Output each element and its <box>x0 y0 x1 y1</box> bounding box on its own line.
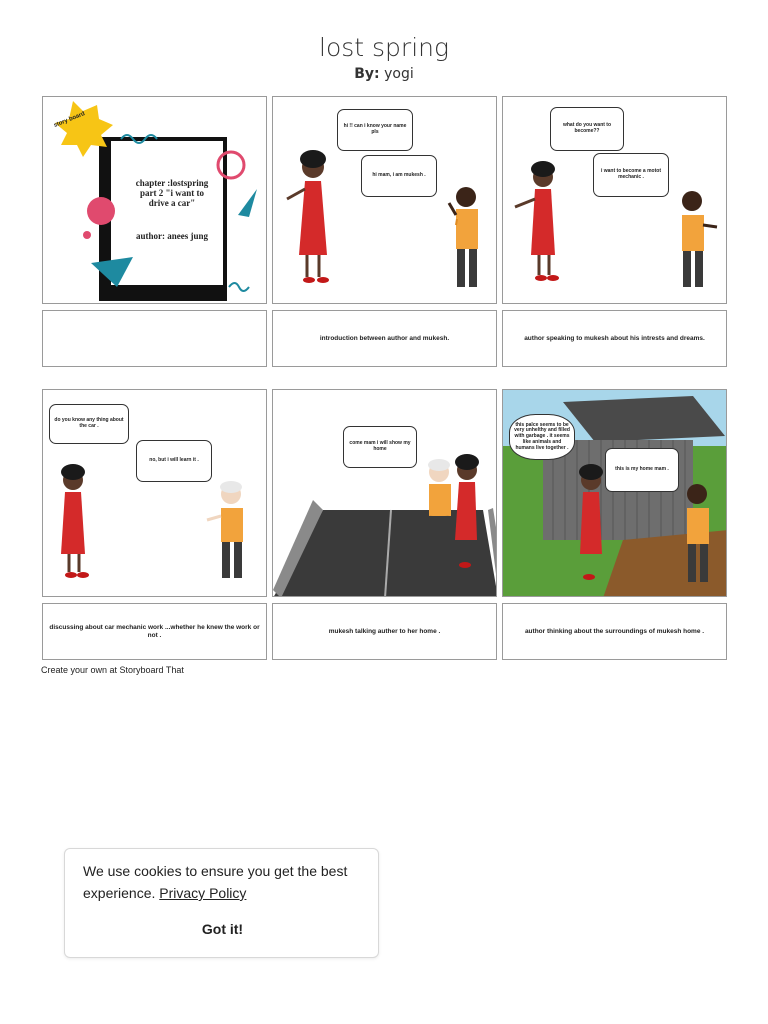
author-name: yogi <box>384 66 414 82</box>
caption-cell-6: author thinking about the surroundings of mukesh home . <box>502 603 727 660</box>
storyboard-cell-1 <box>42 96 267 304</box>
cell-3-speech-2: i want to become a motot mechanic . <box>593 153 669 197</box>
by-label: By: <box>354 66 380 82</box>
storyboard-cell-6 <box>502 389 727 597</box>
cell-6-thought-bubble: this palce seems to be very unhelthy and filled with garbage . it seems like animals and humans live together . <box>509 414 575 460</box>
byline <box>0 66 768 82</box>
chapter-text: chapter :lostspring part 2 "i want to drive a car" <box>135 178 209 208</box>
cell-3-speech-1: what do you want to become?? <box>550 107 624 151</box>
create-your-own-link[interactable]: Create your own at Storyboard That <box>41 665 184 675</box>
cover-author-text: author: anees jung <box>135 231 208 241</box>
cookie-accept-button[interactable]: Got it! <box>201 921 244 937</box>
cell-6-speech-1: this is my home mam . <box>605 448 679 492</box>
cell-4-speech-1: do you know any thing about the car . <box>49 404 129 444</box>
cookie-text: We use cookies to ensure you get the best experience. <box>83 863 348 901</box>
cookie-message <box>83 860 368 904</box>
page-title: lost spring <box>319 33 449 62</box>
storyboard-cell-2 <box>272 96 497 304</box>
cookie-banner <box>64 848 379 958</box>
storyboard-cell-4 <box>42 389 267 597</box>
caption-cell-4: discussing about car mechanic work ...whether he knew the work or not . <box>42 603 267 660</box>
caption-cell-2: introduction between author and mukesh. <box>272 310 497 367</box>
cell-4-speech-2: no, but i will learn it . <box>136 440 212 482</box>
cell-2-speech-2: hi mam, i am mukesh . <box>361 155 437 197</box>
storyboard-cell-5 <box>272 389 497 597</box>
cell-5-illustration <box>273 390 497 597</box>
caption-cell-3: author speaking to mukesh about his intrests and dreams. <box>502 310 727 367</box>
privacy-policy-link[interactable]: Privacy Policy <box>159 885 247 901</box>
caption-cell-1 <box>42 310 267 367</box>
storyboard-cell-3 <box>502 96 727 304</box>
cell-5-speech-1: come mam i will show my home <box>343 426 417 468</box>
caption-cell-5: mukesh talking auther to her home . <box>272 603 497 660</box>
storyboard-badge: story board <box>53 111 86 129</box>
cell-2-speech-1: hi !! can i know your name pls <box>337 109 413 151</box>
